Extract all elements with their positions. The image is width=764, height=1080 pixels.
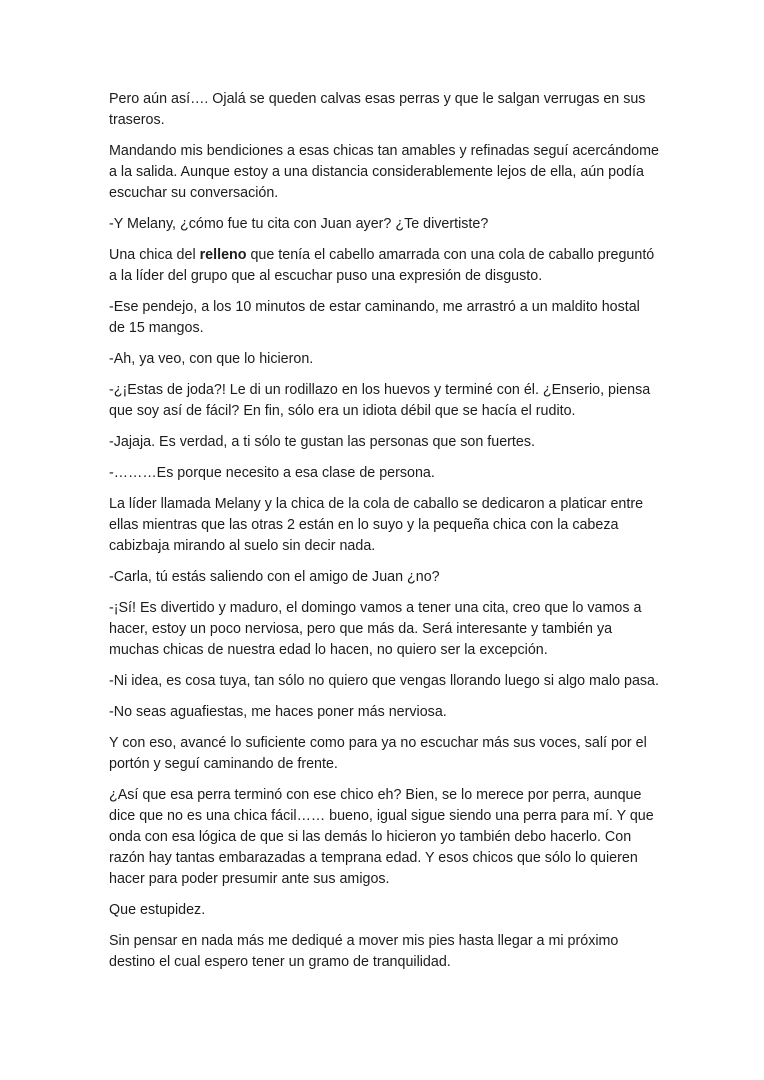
- paragraph-17: Que estupidez.: [109, 902, 206, 918]
- paragraph-18: Sin pensar en nada más me dediqué a mover mis pies hasta llegar a mi próximo destino el cual espero tener un gramo de tranquilidad.: [109, 933, 619, 970]
- paragraph-10: La líder llamada Melany y la chica de la cola de caballo se dedicaron a platicar entre ellas mientras que las otras 2 están en lo suyo y la pequeña chica con la cabeza cabizbaja mirando al suelo sin decir nada.: [109, 496, 644, 554]
- paragraph-5: -Ese pendejo, a los 10 minutos de estar caminando, me arrastró a un maldito hostal de 15 mangos.: [109, 299, 640, 336]
- paragraph-2: Mandando mis bendiciones a esas chicas tan amables y refinadas seguí acercándome a la salida. Aunque estoy a una distancia considerablemente lejos de ella, aún podía escuchar su conversación.: [109, 143, 659, 201]
- paragraph-3: -Y Melany, ¿cómo fue tu cita con Juan ayer? ¿Te divertiste?: [109, 216, 489, 232]
- paragraph-8: -Jajaja. Es verdad, a ti sólo te gustan las personas que son fuertes.: [109, 434, 535, 450]
- paragraph-1: Pero aún así…. Ojalá se queden calvas esas perras y que le salgan verrugas en sus traseros.: [109, 91, 646, 128]
- bold-word-relleno: relleno: [199, 247, 247, 263]
- paragraph-12: -¡Sí! Es divertido y maduro, el domingo vamos a tener una cita, creo que lo vamos a hacer, estoy un poco nerviosa, pero que más da. Será interesante y también ya muchas chicas de nuestra edad lo hacen, no quiero ser la excepción.: [109, 600, 642, 658]
- paragraph-14: -No seas aguafiestas, me haces poner más nerviosa.: [109, 704, 447, 720]
- paragraph-16: ¿Así que esa perra terminó con ese chico eh? Bien, se lo merece por perra, aunque dice que no es una chica fácil…… bueno, igual sigue siendo una perra para mí. Y que onda con esa lógica de que si las demás lo hicieron yo también debo hacerlo. Con razón hay tantas embarazadas a temprana edad. Y esos chicos que sólo lo quieren hacer para poder presumir ante sus amigos.: [109, 787, 654, 887]
- paragraph-4-before: Una chica del: [109, 247, 200, 263]
- paragraph-9: -………Es porque necesito a esa clase de persona.: [109, 465, 435, 481]
- paragraph-4-after: que tenía el cabello amarrada con una cola de caballo preguntó a la líder del grupo que al escuchar puso una expresión de disgusto.: [109, 247, 655, 284]
- paragraph-4: [109, 245, 659, 287]
- paragraph-15: Y con eso, avancé lo suficiente como para ya no escuchar más sus voces, salí por el portón y seguí caminando de frente.: [109, 735, 647, 772]
- document-page: [109, 89, 659, 983]
- paragraph-11: -Carla, tú estás saliendo con el amigo de Juan ¿no?: [109, 569, 440, 585]
- paragraph-13: -Ni idea, es cosa tuya, tan sólo no quiero que vengas llorando luego si algo malo pasa.: [109, 673, 659, 689]
- paragraph-6: -Ah, ya veo, con que lo hicieron.: [109, 351, 314, 367]
- paragraph-7: -¿¡Estas de joda?! Le di un rodillazo en los huevos y terminé con él. ¿Enserio, piensa que soy así de fácil? En fin, sólo era un idiota débil que se hacía el rudito.: [109, 382, 651, 419]
